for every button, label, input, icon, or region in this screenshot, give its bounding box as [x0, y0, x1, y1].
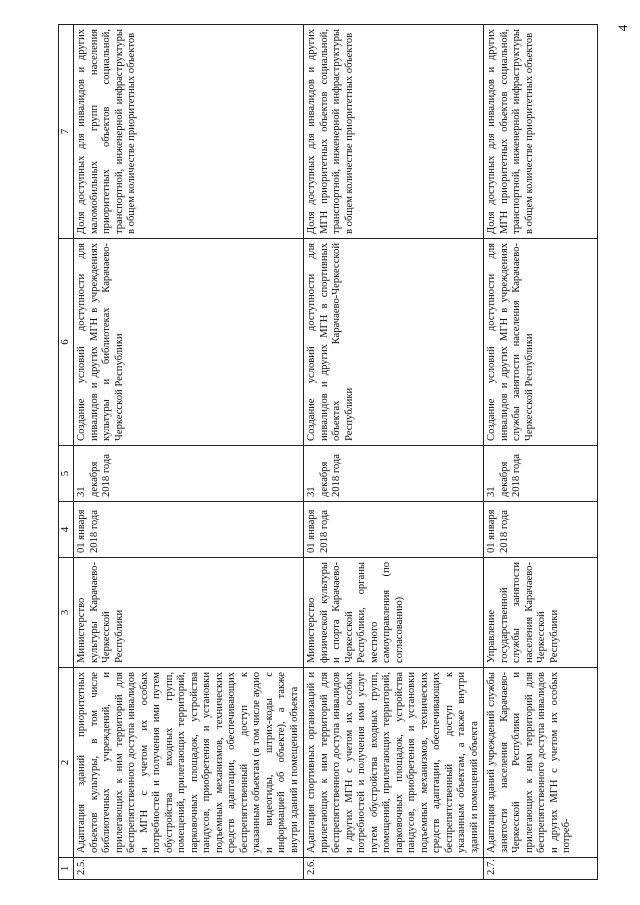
start-date: 01 января 2018 года — [74, 502, 304, 558]
expected-result: Создание условий доступности для инвалидов и других МГН в спортивных объектах Карачаево-Черкесской Республики — [304, 239, 484, 446]
end-date: 31 декабря 2018 года — [304, 446, 484, 502]
indicator: Доля доступных для инвалидов и других маломобильных групп населения приоритетных объектов социальной, транспортной, инженерной инфраструктуры в общем количестве приоритетных объектов — [74, 25, 304, 239]
table-row — [484, 25, 598, 880]
row-number: 2.6. — [304, 858, 484, 880]
end-date: 31 декабря 2018 года — [484, 446, 598, 502]
executor: Министерство физической культуры и спорта Карачаево-Черкесской Республики, органы местного самоуправления (по согласованию) — [304, 558, 484, 668]
header-cell: 2 — [59, 668, 74, 858]
start-date: 01 января 2018 года — [304, 502, 484, 558]
header-cell: 3 — [59, 558, 74, 668]
indicator: Доля доступных для инвалидов и других МГН приоритетных объектов социальной, транспортной, инженерной инфраструктуры в общем количестве приоритетных объектов — [304, 25, 484, 239]
executor: Министерство культуры Карачаево-Черкесской Республики — [74, 558, 304, 668]
page-number: 4 — [615, 24, 630, 32]
header-cell: 7 — [59, 25, 74, 239]
rotated-page-content — [58, 25, 598, 880]
event-description: Адаптация спортивных организаций и прилегающих к ним территорий для беспрепятственного доступа инвалидов и других МГН с учетом их особых потребностей и получения ими услуг путем обустройства входных групп, помещений, прилегающих территорий, парковочных площадок, устройства пандусов, приобретения и установки подъемных механизмов, технических средств адаптации, обеспечивающих беспрепятственный доступ к указанным объектам, а также внутри зданий и помещений объекта — [304, 668, 484, 858]
header-cell: 4 — [59, 502, 74, 558]
expected-result: Создание условий доступности для инвалидов и других МГН в учреждениях службы занятости населения Карачаево-Черкесской Республики — [484, 239, 598, 446]
table-row — [304, 25, 484, 880]
header-cell: 5 — [59, 446, 74, 502]
indicator: Доля доступных для инвалидов и других МГН приоритетных объектов социальной, транспортной, инженерной инфраструктуры в общем количестве приоритетных объектов — [484, 25, 598, 239]
event-description: Адаптация зданий учреждений службы занятости населения Карачаево-Черкесской Республики и прилегающих к ним территорий для беспрепятственного доступа инвалидов и других МГН с учетом их особых потреб- — [484, 668, 598, 858]
row-number: 2.5. — [74, 858, 304, 880]
table-row — [74, 25, 304, 880]
start-date: 01 января 2018 года — [484, 502, 598, 558]
end-date: 31 декабря 2018 года — [74, 446, 304, 502]
expected-result: Создание условий доступности для инвалидов и других МГН в учреждениях культуры и библиотеках Карачаево-Черкесской Республики — [74, 239, 304, 446]
header-row — [59, 25, 74, 880]
executor: Управление государственной службы занятости населения Карачаево-Черкесской Республики — [484, 558, 598, 668]
row-number: 2.7. — [484, 858, 598, 880]
header-cell: 1 — [59, 858, 74, 880]
header-cell: 6 — [59, 239, 74, 446]
event-description: Адаптация зданий приоритетных объектов культуры, в том числе библиотечных учреждений, и прилегающих к ним территорий для беспрепятственного доступа инвалидов и МГН с учетом их особых потребностей и получения ими путем обустройства входных групп, помещений, прилегающих территорий, парковочных площадок, устройства пандусов, приобретения и установки подъемных механизмов, технических средств адаптации, обеспечивающих беспрепятственный доступ к указанным объектам (в том числе аудио и видеогиды, штрих-коды с информацией об объекте), а также внутри зданий и помещений объекта — [74, 668, 304, 858]
measures-table — [58, 24, 598, 880]
